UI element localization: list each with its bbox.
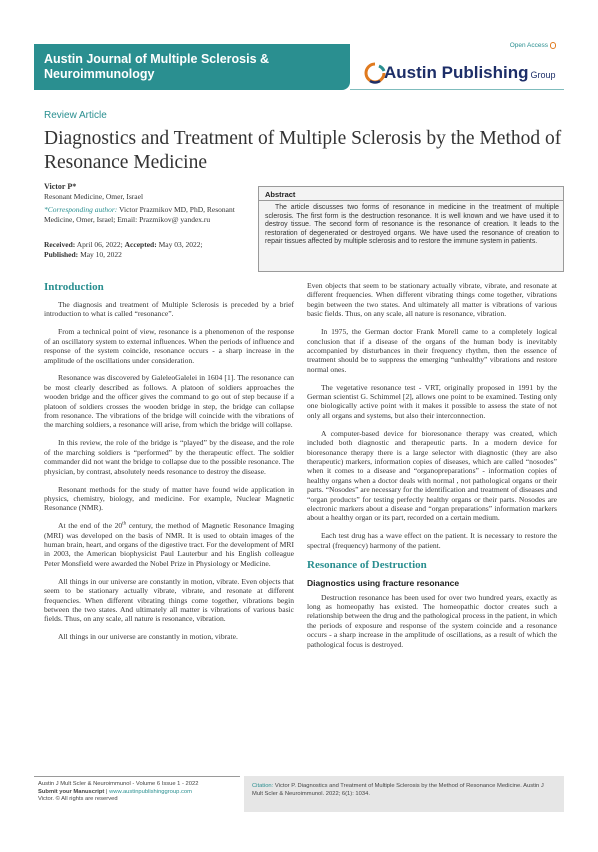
corresponding-author	[44, 205, 244, 225]
left-column	[44, 281, 294, 650]
corresponding-text: Victor Prazmikov MD, PhD, Resonant Medicine, Omer, Israel; Email: Prazmikov@ yandex.ru	[44, 205, 235, 224]
published-label: Published:	[44, 250, 79, 259]
publisher-group-text: Group	[530, 70, 556, 80]
received-label: Received:	[44, 240, 76, 249]
paragraph: All things in our universe are constantly in motion, vibrate.	[58, 632, 238, 642]
paragraph: In this review, the role of the bridge is “played” by the disease, and the role of the marching soldiers is “performed” by the therapeutic effect. The soldier commander did not want the bridge to collapse due to the possible resonance. The physician, by contrast, absolutely needs resonance to destroy the disease.	[44, 438, 294, 476]
abstract-text: The article discusses two forms of resonance in medicine in the treatment of multiple sclerosis. The first form is the destruction resonance. It is well known and we have used it to destroy tissue. The second form of resonance is the resonance of creation. It leads to the restoration of degenerated or destroyed organs. We have used the resonance of creation to repair tissues affected by multiple sclerosis and to restore the immune system in patients.	[265, 204, 559, 246]
submit-separator: |	[104, 788, 110, 795]
paragraph: Even objects that seem to be stationary actually vibrate, vibrate, and resonate at different frequencies. When different vibrating things come together, vibrations begin between the two states. And ultimately all matter is vibrations of various basic fields. Thus, on any scale, all nature is resonance, vibration.	[307, 281, 557, 319]
open-access-lock-icon	[550, 42, 556, 49]
received-date: April 06, 2022;	[75, 240, 125, 249]
article-title: Diagnostics and Treatment of Multiple Sclerosis by the Method of Resonance Medicine	[44, 128, 562, 173]
abstract-divider	[259, 200, 563, 201]
paragraph: In 1975, the German doctor Frank Morell came to a completely logical conclusion that if a disease of the organs of the human body is inevitably accompanied by disturbances in their frequency rhythm, then the essence of treatment should be to suppress the emerging “unhealthy” vibrations and restore normal ones.	[307, 327, 557, 374]
superscript: th	[122, 521, 127, 527]
publisher-logo	[364, 60, 564, 88]
right-column	[307, 281, 557, 658]
footer-journal-info	[34, 776, 240, 812]
published-date: May 10, 2022	[78, 250, 122, 259]
paragraph: The vegetative resonance test - VRT, originally proposed in 1991 by the German scientist G. Schimmel [2], allows one point to be examined. Testing only one biologically active point with it makes it possible to assess the state of not only all organs and systems, but also their interconnection.	[307, 382, 557, 420]
footer-journal-line: Austin J Mult Scler & Neuroimmunol - Volume 6 Issue 1 - 2022	[38, 781, 199, 787]
paragraph-part: century, the method of Magnetic Resonance Imaging (MRI) was developed on the basis of NMR. It is used to obtain images of the human brain, heart, and organs of the digestive tract. For the development of MRI in 2003, the American biophysicist Paul Lauterbur and his English colleague Peter Monsfield were awarded the Nobel Prize in Physiology or Medicine.	[44, 521, 294, 568]
article-type: Review Article	[44, 110, 107, 121]
paragraph: The diagnosis and treatment of Multiple Sclerosis is preceded by a brief introduction to what is called “resonance”.	[44, 300, 294, 319]
paragraph: Resonance was discovered by GaleleoGalelei in 1604 [1]. The resonance can be most clearly described as follows. A platoon of soldiers approaches the wooden bridge and the officer gives the command to go out of step because if a platoon of soldiers crosses the wooden bridge in step, the bridge can collapse from resonance. The vibrations of the bridge will coincide with the vibrations of the marching soldiers, a resonance will arise, from which the bridge will collapse.	[44, 373, 294, 430]
footer-citation	[244, 776, 564, 812]
abstract-heading: Abstract	[265, 190, 296, 199]
submit-label: Submit your Manuscript	[38, 788, 105, 795]
author-name: Victor P*	[44, 182, 77, 191]
open-access-label	[510, 42, 556, 49]
paragraph: Destruction resonance has been used for over two hundred years, exactly as long as homeopathy has existed. The homeopathic doctor creates such a relationship between the drug and the pathological process in the patient, in which the periods of exposure and response of the system coincide and a resonance occurs - a sharp increase in the amplitude of oscillations, as a result of which the pathological focus is destroyed.	[307, 592, 557, 649]
citation-text: Victor P. Diagnostics and Treatment of Multiple Sclerosis by the Method of Resonance Medicine. Austin J Mult Scler & Neuroimmunol. 2022; 6(1): 1034.	[252, 783, 544, 797]
article-dates	[44, 240, 244, 260]
journal-title: Austin Journal of Multiple Sclerosis & Neuroimmunology	[44, 52, 270, 81]
footer-copyright: Victor. © All rights are reserved	[38, 796, 118, 803]
paragraph	[44, 521, 294, 568]
publisher-name	[384, 63, 556, 83]
section-heading-introduction: Introduction	[44, 281, 104, 293]
open-access-text: Open Access	[509, 42, 548, 50]
paragraph: From a technical point of view, resonance is a phenomenon of the response of an oscillatory system to external influences. When the periods of influence and response of the system coincide, resonance occurs - a sharp increase in the amplitude of the oscillations under consideration.	[44, 327, 294, 365]
page-footer	[34, 776, 564, 812]
paragraph: Resonant methods for the study of matter have found wide application in physics, chemistry, biology, and medicine. For example, Nuclear Magnetic Resonance (NMR).	[44, 484, 294, 513]
publisher-mark-icon	[364, 62, 386, 84]
section-heading-resonance-of-destruction: Resonance of Destruction	[307, 558, 427, 571]
paragraph: Each test drug has a wave effect on the patient. It is necessary to restore the spectral (frequency) harmony of the patient.	[307, 531, 557, 550]
paragraph: All things in our universe are constantly in motion, vibrate. Even objects that seem to be stationary actually vibrate, vibrate, and resonate at different frequencies. When different vibrating things come together, vibrations begin between the two states. And ultimately all matter is vibrations of various basic fields. Thus, on any scale, all nature is resonance, vibration.	[44, 576, 294, 624]
corresponding-label: *Corresponding author:	[44, 205, 118, 214]
publisher-name-text: Austin Publishing	[384, 63, 529, 82]
author-affiliation: Resonant Medicine, Omer, Israel	[44, 192, 144, 201]
subsection-heading: Diagnostics using fracture resonance	[307, 577, 460, 588]
website-link[interactable]: www.austinpublishinggroup.com	[109, 788, 192, 795]
citation-label: Citation:	[252, 783, 274, 789]
paragraph: A computer-based device for bioresonance therapy was created, which included both diagnostic and therapeutic parts. In a modern device for bioresonance therapy there is a large selector with diagnostic (they are also therapeutic) markers, information copies of diseases, which are called “nosodes” when it comes to a disease and “organopreparations” - information copies of healthy organs when a doctor deals with normal , not pathological organs or their parts. “Nosodes” are necessary for the identification and treatment of diseases and “organ products” for testing perfectly healthy organs or their parts. Nosodes are electronic markers about a disease and “organ preparations” information markers about a healthy organ or its part, recorded on a certain medium.	[307, 428, 557, 523]
paragraph-part: At the end of the 20	[58, 521, 123, 531]
header-divider	[350, 89, 564, 90]
accepted-date: May 03, 2022;	[156, 240, 203, 249]
abstract-box	[258, 186, 564, 272]
accepted-label: Accepted:	[124, 240, 157, 249]
